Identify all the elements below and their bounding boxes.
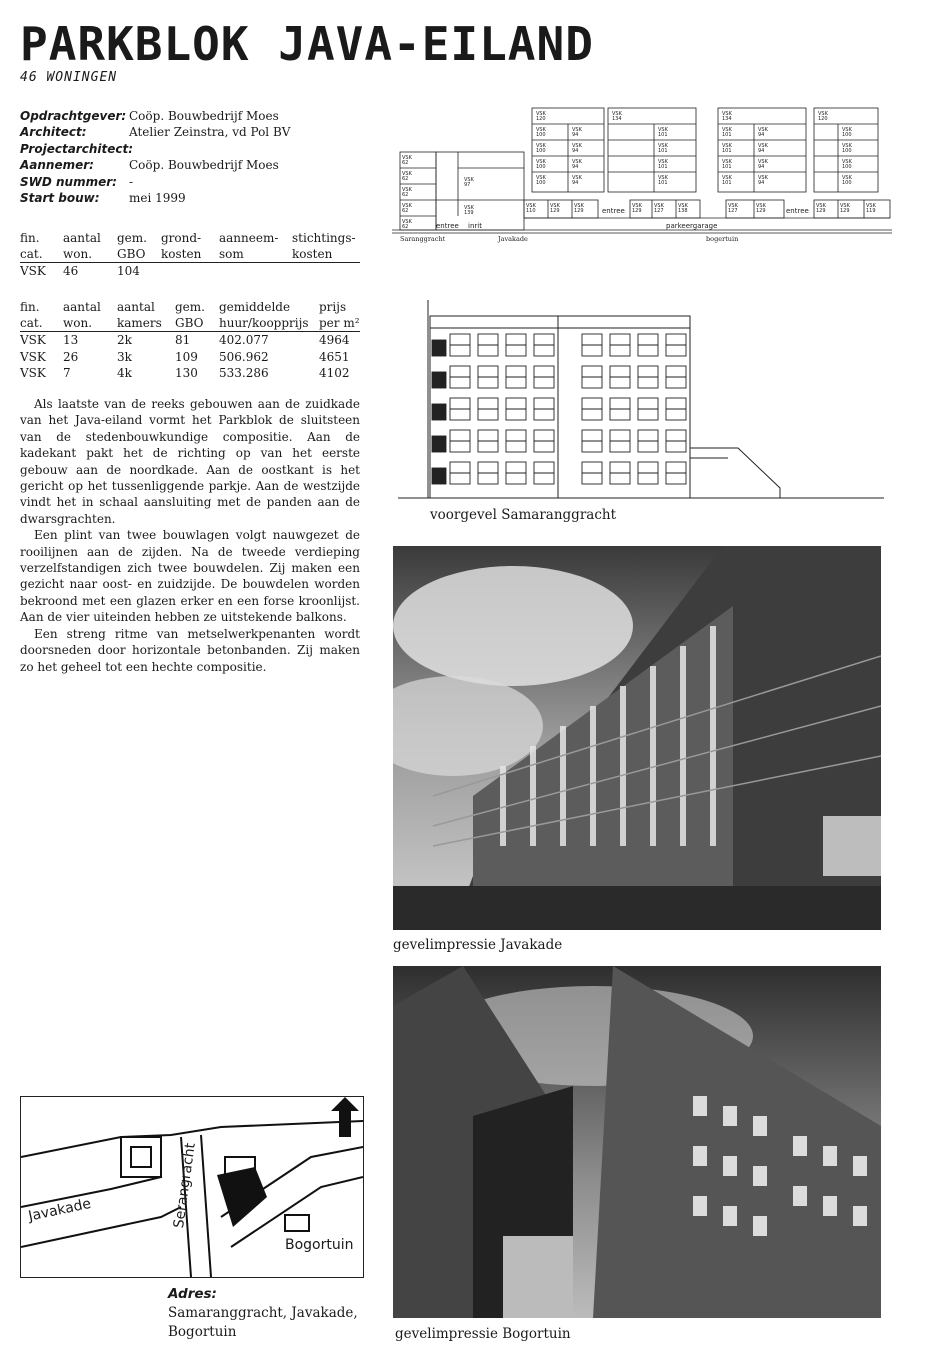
svg-text:129: 129 — [574, 208, 584, 214]
svg-text:VSK: VSK — [866, 203, 876, 209]
svg-text:94: 94 — [572, 148, 579, 154]
label-entree-left: entree — [436, 222, 459, 230]
svg-text:62: 62 — [402, 192, 409, 198]
svg-text:VSK: VSK — [526, 203, 536, 209]
svg-text:VSK: VSK — [464, 177, 474, 183]
label-entree-right: entree — [786, 207, 809, 215]
svg-text:VSK: VSK — [816, 203, 826, 209]
svg-text:VSK: VSK — [842, 159, 852, 165]
photo2-caption: gevelimpressie Bogortuin — [395, 1326, 571, 1342]
table-header-row — [20, 299, 360, 332]
svg-text:134: 134 — [612, 116, 622, 122]
svg-text:VSK: VSK — [572, 175, 582, 181]
svg-text:127: 127 — [654, 208, 664, 214]
meta-value: - — [129, 174, 134, 189]
address-line-2: Bogortuin — [168, 1324, 237, 1340]
table-row: VSK 13 2k 81 402.077 4964 — [20, 333, 350, 347]
site-map — [20, 1096, 364, 1278]
meta-value: Coöp. Bouwbedrijf Moes — [129, 158, 279, 173]
label-inrit: inrit — [468, 222, 482, 230]
page-subtitle: 46 WONINGEN — [20, 70, 118, 85]
table-row: VSK 26 3k 109 506.962 4651 — [20, 349, 350, 364]
svg-text:VSK: VSK — [464, 205, 474, 211]
svg-text:129: 129 — [816, 208, 826, 214]
column-header: aantal won. — [63, 300, 101, 330]
svg-text:129: 129 — [756, 208, 766, 214]
svg-text:101: 101 — [658, 132, 668, 138]
column-header: gem. GBO — [175, 300, 205, 330]
paragraph: Een plint van twee bouwlagen volgt nauwgezet de rooilijnen aan de zijden. Na de tweede verdieping verzelfstandigen zich twee bouwdelen. Zij maken een gezicht naar oost- en zuidzijde. De bouwdelen worden bekroond met een glazen erker en een forse kroonlijst. Aan de vier uiteinden hebben ze uitstekende balkons. — [20, 528, 360, 625]
meta-key: Projectarchitect: — [20, 141, 133, 156]
table-cell — [161, 263, 219, 280]
svg-text:62: 62 — [402, 160, 409, 166]
project-meta — [20, 108, 370, 206]
svg-text:94: 94 — [758, 164, 765, 170]
meta-key: SWD nummer: — [20, 174, 117, 189]
meta-value: Atelier Zeinstra, vd Pol BV — [129, 125, 291, 140]
svg-text:VSK: VSK — [722, 175, 732, 181]
svg-text:VSK: VSK — [536, 127, 546, 133]
map-label-serangracht: Serangracht — [171, 1141, 199, 1230]
svg-text:94: 94 — [572, 132, 579, 138]
svg-text:100: 100 — [842, 164, 852, 170]
svg-text:VSK: VSK — [678, 203, 688, 209]
svg-text:120: 120 — [536, 116, 546, 122]
svg-text:VSK: VSK — [756, 203, 766, 209]
table-cell: VSK — [20, 264, 46, 278]
svg-text:VSK: VSK — [722, 143, 732, 149]
svg-text:VSK: VSK — [722, 159, 732, 165]
svg-text:100: 100 — [536, 148, 546, 154]
svg-text:101: 101 — [722, 148, 732, 154]
svg-text:101: 101 — [658, 164, 668, 170]
svg-text:VSK: VSK — [654, 203, 664, 209]
svg-text:62: 62 — [402, 176, 409, 182]
svg-text:VSK: VSK — [758, 159, 768, 165]
svg-text:101: 101 — [658, 180, 668, 186]
svg-text:101: 101 — [722, 180, 732, 186]
svg-text:VSK: VSK — [572, 159, 582, 165]
svg-text:129: 129 — [632, 208, 642, 214]
svg-text:138: 138 — [678, 208, 688, 214]
map-label-javakade: Javakade — [27, 1195, 93, 1225]
table-row — [20, 263, 360, 280]
svg-text:VSK: VSK — [632, 203, 642, 209]
svg-text:VSK: VSK — [536, 159, 546, 165]
svg-text:VSK: VSK — [402, 155, 412, 161]
svg-text:101: 101 — [722, 132, 732, 138]
column-header: prijs per m² — [319, 300, 360, 330]
svg-text:VSK: VSK — [402, 203, 412, 209]
table-row: VSK 7 4k 130 533.286 4102 — [20, 366, 350, 380]
svg-text:100: 100 — [536, 180, 546, 186]
page-title: PARKBLOK JAVA-EILAND — [20, 17, 594, 71]
table-cell — [292, 263, 360, 280]
paragraph: Een streng ritme van metselwerkpenanten wordt doorsneden door horizontale betonbanden. Zij maken zo het geheel tot een hechte compositie. — [20, 626, 360, 674]
svg-text:129: 129 — [550, 208, 560, 214]
svg-text:134: 134 — [722, 116, 732, 122]
address-title: Adres: — [168, 1286, 217, 1302]
svg-text:VSK: VSK — [818, 111, 828, 117]
meta-value: Coöp. Bouwbedrijf Moes — [129, 109, 279, 123]
svg-text:VSK: VSK — [402, 187, 412, 193]
photo1-caption: gevelimpressie Javakade — [393, 937, 563, 953]
svg-text:94: 94 — [758, 132, 765, 138]
section-diagram — [392, 104, 892, 244]
meta-value: mei 1999 — [129, 190, 186, 205]
paragraph: Als laatste van de reeks gebouwen aan de zuidkade van het Java-eiland vormt het Parkblok de sluitsteen van de stedenbouwkundige compositie. Aan de kadekant pakt het de richting op van het eerste gebouw aan de noordkade. Aan de oostkant is het gericht op het tussenliggende parkje. Aan de westzijde vindt het in schaal aansluiting met de panden aan de dwarsgrachten. — [20, 397, 360, 526]
svg-text:VSK: VSK — [536, 175, 546, 181]
svg-text:VSK: VSK — [842, 127, 852, 133]
price-table — [20, 299, 360, 382]
map-label-bogortuin: Bogortuin — [285, 1237, 354, 1253]
svg-text:139: 139 — [464, 210, 474, 216]
svg-text:VSK: VSK — [722, 111, 732, 117]
svg-text:100: 100 — [536, 164, 546, 170]
svg-text:100: 100 — [842, 148, 852, 154]
svg-text:VSK: VSK — [658, 175, 668, 181]
table-cell: 104 — [117, 264, 140, 278]
svg-text:VSK: VSK — [722, 127, 732, 133]
cost-table — [20, 230, 360, 280]
svg-text:VSK: VSK — [574, 203, 584, 209]
svg-text:97: 97 — [464, 182, 471, 188]
column-header: stichtings- kosten — [292, 231, 356, 261]
column-header: fin. cat. — [20, 231, 43, 261]
svg-text:127: 127 — [728, 208, 738, 214]
elevation-drawing — [398, 298, 884, 502]
meta-key: Start bouw: — [20, 190, 100, 205]
column-header: gem. GBO — [117, 231, 147, 261]
svg-text:VSK: VSK — [842, 143, 852, 149]
svg-text:VSK: VSK — [612, 111, 622, 117]
svg-text:120: 120 — [818, 116, 828, 122]
svg-text:62: 62 — [402, 224, 409, 230]
label-parkeergarage: parkeergarage — [666, 222, 718, 230]
label-javakade: Javakade — [498, 235, 528, 243]
svg-text:110: 110 — [526, 208, 536, 214]
photo-javakade — [393, 546, 881, 930]
column-header: gemiddelde huur/koopprijs — [219, 300, 309, 330]
svg-text:129: 129 — [840, 208, 850, 214]
svg-text:VSK: VSK — [572, 143, 582, 149]
address-line-1: Samaranggracht, Javakade, — [168, 1305, 358, 1321]
svg-text:VSK: VSK — [758, 175, 768, 181]
svg-text:VSK: VSK — [842, 175, 852, 181]
meta-row-swd — [20, 174, 370, 190]
svg-text:VSK: VSK — [658, 127, 668, 133]
meta-row-project-architect — [20, 141, 370, 157]
svg-text:101: 101 — [658, 148, 668, 154]
svg-text:VSK: VSK — [758, 127, 768, 133]
svg-text:94: 94 — [758, 148, 765, 154]
column-header: grond- kosten — [161, 231, 202, 261]
table-cell: 46 — [63, 264, 79, 278]
photo-bogortuin — [393, 966, 881, 1318]
svg-text:VSK: VSK — [658, 143, 668, 149]
label-samaranggracht: Saranggracht — [400, 235, 446, 243]
column-header: aantal won. — [63, 231, 101, 261]
meta-row-architect — [20, 124, 370, 140]
svg-text:VSK: VSK — [658, 159, 668, 165]
meta-row-contractor — [20, 157, 370, 173]
meta-row-start — [20, 190, 370, 206]
column-header: aantal kamers — [117, 300, 162, 330]
svg-text:VSK: VSK — [402, 219, 412, 225]
body-text — [20, 396, 360, 675]
table-header-row — [20, 230, 360, 263]
address-block — [168, 1285, 358, 1342]
svg-text:100: 100 — [536, 132, 546, 138]
svg-text:101: 101 — [722, 164, 732, 170]
svg-text:94: 94 — [572, 164, 579, 170]
label-bogortuin: bogertuin — [706, 235, 739, 243]
svg-text:62: 62 — [402, 208, 409, 214]
svg-text:100: 100 — [842, 132, 852, 138]
svg-text:VSK: VSK — [728, 203, 738, 209]
svg-text:VSK: VSK — [550, 203, 560, 209]
elevation-caption: voorgevel Samaranggracht — [430, 507, 617, 523]
svg-text:VSK: VSK — [536, 111, 546, 117]
svg-text:VSK: VSK — [758, 143, 768, 149]
meta-key: Opdrachtgever: — [20, 109, 127, 123]
svg-text:119: 119 — [866, 208, 876, 214]
svg-text:VSK: VSK — [840, 203, 850, 209]
svg-text:100: 100 — [842, 180, 852, 186]
svg-text:94: 94 — [572, 180, 579, 186]
meta-row-client — [20, 108, 370, 124]
table-cell — [219, 263, 292, 280]
column-header: aanneem- som — [219, 231, 279, 261]
column-header: fin. cat. — [20, 300, 43, 330]
svg-text:VSK: VSK — [536, 143, 546, 149]
meta-key: Architect: — [20, 125, 87, 140]
label-entree-mid: entree — [602, 207, 625, 215]
svg-text:VSK: VSK — [572, 127, 582, 133]
meta-key: Aannemer: — [20, 158, 94, 173]
svg-text:VSK: VSK — [402, 171, 412, 177]
svg-text:94: 94 — [758, 180, 765, 186]
